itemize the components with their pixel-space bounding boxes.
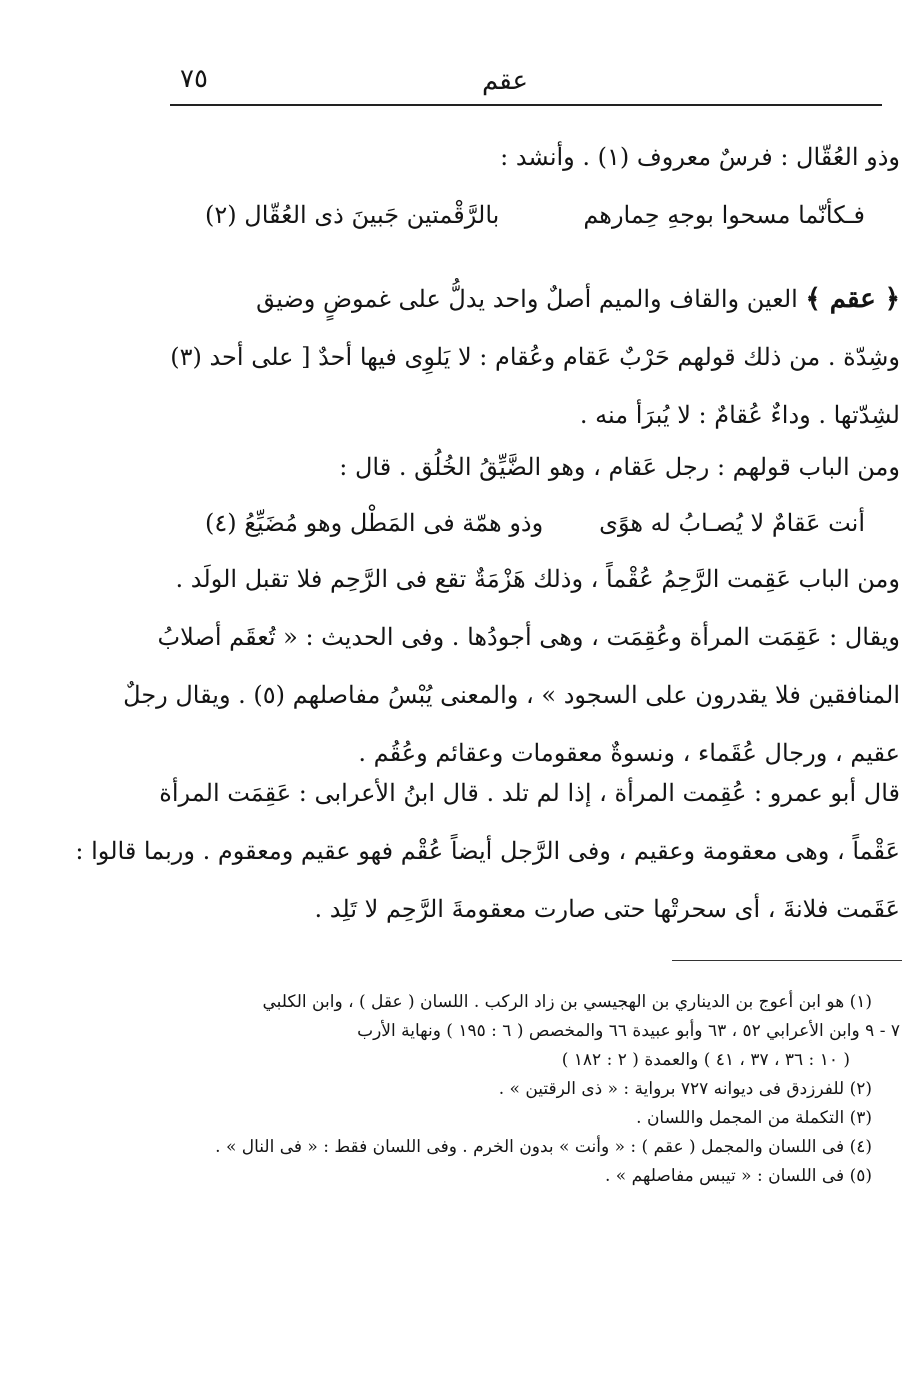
footnote-2: (٢) للفرزدق فى ديوانه ٧٢٧ برواية : « ذى الرقتين » . bbox=[498, 1079, 872, 1099]
verse-1 bbox=[205, 186, 865, 244]
entry-line-1-text: العين والقاف والميم أصلٌ واحد يدلُّ على غموضٍ وضيق bbox=[256, 285, 798, 313]
verse-2 bbox=[205, 494, 865, 552]
verse-2-first-hemistich: أنت عَقامٌ لا يُصـابُ له هوًى bbox=[599, 509, 865, 537]
intro-line: وذو العُقّال : فرسٌ معروف (١) . وأنشد : bbox=[500, 143, 900, 171]
footnotes bbox=[170, 988, 900, 1191]
verse-1-first-hemistich: فـكأنّما مسحوا بوجهِ حِمارهم bbox=[583, 201, 865, 229]
paragraph-3-line-1: ومن الباب عَقِمت الرَّحِمُ عُقْماً ، وذلك هَزْمَةٌ تقع فى الرَّحِم فلا تقبل الولَد . bbox=[175, 565, 900, 593]
paragraph-3-line-2: ويقال : عَقِمَت المرأة وعُقِمَت ، وهى أجودُها . وفى الحديث : « تُعقَم أصلابُ bbox=[157, 623, 900, 651]
footnote-1-line-1: (١) هو ابن أعوج بن الديناري بن الهجيسي بن زاد الركب . اللسان ( عقل ) ، وابن الكلبي bbox=[262, 992, 872, 1012]
paragraph-4-line-3: عَقَمت فلانةَ ، أى سحرتْها حتى صارت معقومةَ الرَّحِم لا تَلِد . bbox=[314, 895, 900, 923]
header-divider bbox=[170, 104, 882, 106]
entry-line-1 bbox=[170, 270, 900, 328]
intro-paragraph bbox=[170, 128, 900, 186]
paragraph-4-line-2: عَقْماً ، وهى معقومة وعقيم ، وفى الرَّجل أيضاً عُقْم فهو عقيم ومعقوم . وربما قالوا : bbox=[75, 837, 900, 865]
paragraph-2-line: ومن الباب قولهم : رجل عَقام ، وهو الضَّيِّقُ الخُلُق . قال : bbox=[339, 453, 900, 481]
footnote-1-line-3: ( ١٠ : ٣٦ ، ٣٧ ، ٤١ ) والعمدة ( ٢ : ١٨٢ ) bbox=[561, 1050, 850, 1070]
entry-line-3: لشِدّتها . وداءٌ عُقامٌ : لا يُبرَأ منه . bbox=[579, 401, 900, 429]
running-title: عقم bbox=[482, 66, 528, 96]
paragraph-3-line-4: عقيم ، ورجال عُقَماء ، ونسوةٌ معقومات وعقائم وعُقُم . bbox=[358, 739, 900, 767]
verse-2-second-hemistich: وذو همّة فى المَطْل وهو مُضَيِّعُ (٤) bbox=[205, 509, 544, 537]
footnote-divider bbox=[672, 960, 902, 961]
footnote-4: (٤) فى اللسان والمجمل ( عقم ) : « وأنت » بدون الخرم . وفى اللسان فقط : « فى النال » . bbox=[215, 1137, 872, 1157]
entry-paragraph bbox=[170, 270, 900, 444]
page-number: ٧٥ bbox=[180, 64, 208, 94]
footnote-3: (٣) التكملة من المجمل واللسان . bbox=[636, 1108, 872, 1128]
paragraph-2 bbox=[170, 438, 900, 496]
paragraph-3-line-3: المنافقين فلا يقدرون على السجود » ، والمعنى يُبْسُ مفاصلهم (٥) . ويقال رجلٌ bbox=[123, 681, 900, 709]
verse-1-second-hemistich: بالرَّقْمتين جَبينَ ذى العُقّال (٢) bbox=[205, 201, 500, 229]
paragraph-4 bbox=[75, 764, 900, 938]
paragraph-3 bbox=[123, 550, 900, 782]
footnote-5: (٥) فى اللسان : « تيبس مفاصلهم » . bbox=[605, 1166, 872, 1186]
entry-headword: ﴿ عقم ﴾ bbox=[805, 284, 900, 314]
paragraph-4-line-1: قال أبو عمرو : عُقِمت المرأة ، إذا لم تلد . قال ابنُ الأعرابى : عَقِمَت المرأة bbox=[159, 779, 900, 807]
footnote-1-line-2: ٧ - ٩ وابن الأعرابي ٥٢ ، ٦٣ وأبو عبيدة ٦٦ والمخصص ( ٦ : ١٩٥ ) ونهاية الأرب bbox=[357, 1021, 900, 1041]
entry-line-2: وشِدّة . من ذلك قولهم حَرْبٌ عَقام وعُقام : لا يَلوِى فيها أحدٌ [ على أحد (٣) bbox=[170, 343, 900, 371]
